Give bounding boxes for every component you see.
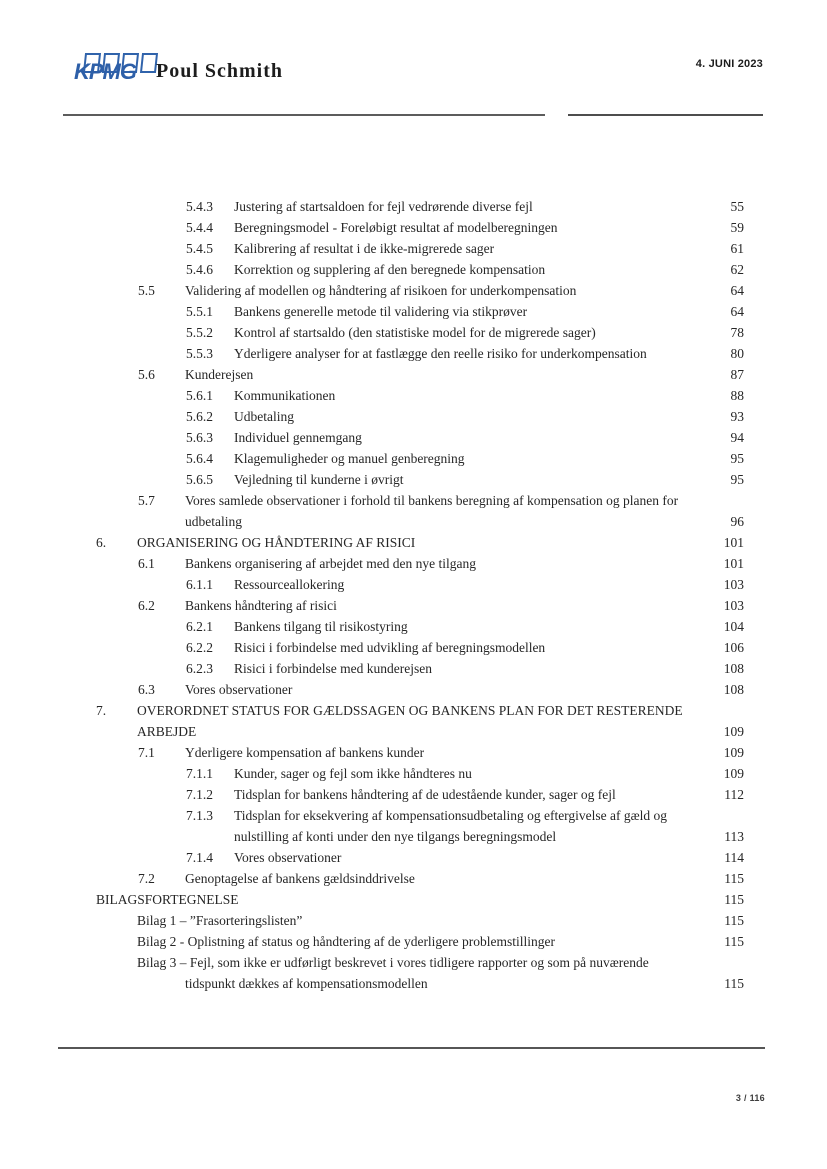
toc-entry-page-number: 93 xyxy=(730,409,744,424)
toc-entry-page-number: 59 xyxy=(730,220,744,235)
toc-entry-number: 5.7 xyxy=(138,493,155,508)
header-date: 4. JUNI 2023 xyxy=(695,58,763,70)
toc-entry-number: 6.2 xyxy=(138,598,155,613)
toc-row xyxy=(96,595,744,616)
toc-entry-title: Ressourceallokering xyxy=(234,577,345,592)
toc-row xyxy=(96,658,744,679)
toc-entry-title: Beregningsmodel - Foreløbigt resultat af modelberegningen xyxy=(234,220,558,235)
toc-entry-number: 7. xyxy=(96,703,107,718)
toc-entry-page-number: 61 xyxy=(730,241,744,256)
toc-row xyxy=(96,301,744,322)
toc-entry-title: Tidsplan for eksekvering af kompensationsudbetaling og eftergivelse af gæld og xyxy=(234,808,668,823)
toc-entry-title: Tidsplan for bankens håndtering af de udestående kunder, sager og fejl xyxy=(234,787,616,802)
toc-entry-title: tidspunkt dækkes af kompensationsmodellen xyxy=(185,976,428,991)
toc-row xyxy=(96,448,744,469)
header-rule-left xyxy=(63,114,545,116)
toc-entry-number: 6.1.1 xyxy=(186,577,213,592)
toc-entry-page-number: 113 xyxy=(724,829,744,844)
toc-row xyxy=(96,952,744,973)
toc-entry-number: 5.5.3 xyxy=(186,346,213,361)
toc-entry-page-number: 109 xyxy=(723,724,744,739)
toc-entry-title: Vores samlede observationer i forhold til bankens beregning af kompensation og planen for xyxy=(185,493,679,508)
toc-entry-title: BILAGSFORTEGNELSE xyxy=(96,892,239,907)
toc-entry-page-number: 96 xyxy=(730,514,744,529)
toc-row xyxy=(96,910,744,931)
header-rule-right xyxy=(568,114,763,116)
toc-entry-number: 6.2.2 xyxy=(186,640,213,655)
toc-entry-page-number: 101 xyxy=(723,556,744,571)
toc-row xyxy=(96,826,744,847)
toc-entry-number: 6.2.1 xyxy=(186,619,213,634)
toc-entry-number: 7.1 xyxy=(138,745,155,760)
toc-row xyxy=(96,427,744,448)
toc-entry-number: 5.6.4 xyxy=(186,451,213,466)
toc-row xyxy=(96,700,744,721)
toc-entry-number: 5.6.3 xyxy=(186,430,213,445)
toc-entry-page-number: 109 xyxy=(723,745,744,760)
toc-entry-number: 7.1.3 xyxy=(186,808,213,823)
toc-entry-page-number: 64 xyxy=(730,283,744,298)
toc-entry-page-number: 101 xyxy=(723,535,744,550)
toc-row xyxy=(96,973,744,994)
toc-entry-number: 7.1.4 xyxy=(186,850,213,865)
toc-entry-number: 5.4.5 xyxy=(186,241,213,256)
toc-entry-title: ORGANISERING OG HÅNDTERING AF RISICI xyxy=(137,535,416,550)
toc-entry-title: Kontrol af startsaldo (den statistiske model for de migrerede sager) xyxy=(234,325,596,340)
toc-entry-number: 5.4.6 xyxy=(186,262,213,277)
toc-entry-number: 5.4.4 xyxy=(186,220,213,235)
toc-entry-title: Kunder, sager og fejl som ikke håndteres nu xyxy=(234,766,472,781)
toc-entry-title: Validering af modellen og håndtering af risikoen for underkompensation xyxy=(185,283,577,298)
toc-row xyxy=(96,868,744,889)
toc-entry-page-number: 62 xyxy=(730,262,744,277)
toc-row xyxy=(96,679,744,700)
toc-entry-title: Yderligere kompensation af bankens kunder xyxy=(185,745,425,760)
toc-entry-page-number: 115 xyxy=(724,934,744,949)
toc-row xyxy=(96,385,744,406)
toc-entry-page-number: 88 xyxy=(730,388,744,403)
toc-entry-title: Korrektion og supplering af den beregnede kompensation xyxy=(234,262,546,277)
toc-entry-title: Bankens håndtering af risici xyxy=(185,598,337,613)
toc-row xyxy=(96,574,744,595)
toc-entry-number: 6.3 xyxy=(138,682,155,697)
toc-row xyxy=(96,721,744,742)
toc-entry-number: 7.2 xyxy=(138,871,155,886)
toc-row xyxy=(96,763,744,784)
toc-entry-number: 5.6.2 xyxy=(186,409,213,424)
toc-list xyxy=(96,196,744,994)
toc-entry-title: Vores observationer xyxy=(234,850,342,865)
toc-entry-title: ARBEJDE xyxy=(137,724,197,739)
toc-row xyxy=(96,280,744,301)
toc-entry-title: Udbetaling xyxy=(234,409,294,424)
toc-entry-page-number: 94 xyxy=(730,430,744,445)
toc-entry-number: 5.5 xyxy=(138,283,155,298)
kpmg-logo xyxy=(74,52,158,96)
toc-entry-page-number: 115 xyxy=(724,892,744,907)
toc-entry-title: Bankens tilgang til risikostyring xyxy=(234,619,408,634)
toc-entry-number: 7.1.1 xyxy=(186,766,213,781)
toc-entry-number: 7.1.2 xyxy=(186,787,213,802)
toc-entry-number: 5.5.1 xyxy=(186,304,213,319)
toc-entry-title: Bilag 2 - Oplistning af status og håndtering af de yderligere problemstillinger xyxy=(137,934,556,949)
toc-row xyxy=(96,784,744,805)
toc-entry-page-number: 115 xyxy=(724,871,744,886)
toc-entry-page-number: 103 xyxy=(723,577,744,592)
toc-entry-title: OVERORDNET STATUS FOR GÆLDSSAGEN OG BANKENS PLAN FOR DET RESTERENDE xyxy=(137,703,683,718)
toc-entry-title: Vejledning til kunderne i øvrigt xyxy=(234,472,404,487)
toc-entry-number: 5.6.1 xyxy=(186,388,213,403)
toc-entry-title: Klagemuligheder og manuel genberegning xyxy=(234,451,465,466)
toc-entry-page-number: 64 xyxy=(730,304,744,319)
toc-entry-number: 6.1 xyxy=(138,556,155,571)
toc-entry-page-number: 87 xyxy=(730,367,744,382)
toc-entry-page-number: 95 xyxy=(730,451,744,466)
toc-entry-number: 6.2.3 xyxy=(186,661,213,676)
toc-entry-page-number: 114 xyxy=(724,850,744,865)
toc-row xyxy=(96,847,744,868)
toc-entry-title: nulstilling af konti under den nye tilgangs beregningsmodel xyxy=(234,829,557,844)
toc-entry-page-number: 104 xyxy=(723,619,744,634)
toc-entry-title: Kunderejsen xyxy=(185,367,254,382)
brand-name: Poul Schmith xyxy=(156,60,284,82)
toc-entry-page-number: 108 xyxy=(723,682,744,697)
toc-row xyxy=(96,217,744,238)
toc-entry-page-number: 78 xyxy=(730,325,744,340)
toc-entry-title: Risici i forbindelse med kunderejsen xyxy=(234,661,432,676)
toc-entry-title: Bankens generelle metode til validering via stikprøver xyxy=(234,304,528,319)
toc-entry-title: Vores observationer xyxy=(185,682,293,697)
toc-entry-number: 6. xyxy=(96,535,107,550)
toc-entry-page-number: 112 xyxy=(724,787,744,802)
toc-entry-page-number: 103 xyxy=(723,598,744,613)
toc-entry-page-number: 115 xyxy=(724,913,744,928)
toc-entry-title: Bankens organisering af arbejdet med den nye tilgang xyxy=(185,556,477,571)
footer-rule xyxy=(58,1047,765,1049)
toc-row xyxy=(96,889,744,910)
toc-entry-page-number: 55 xyxy=(730,199,744,214)
toc-entry-number: 5.6 xyxy=(138,367,155,382)
toc-row xyxy=(96,238,744,259)
toc-entry-title: udbetaling xyxy=(185,514,242,529)
toc-entry-title: Risici i forbindelse med udvikling af beregningsmodellen xyxy=(234,640,546,655)
toc-entry-page-number: 95 xyxy=(730,472,744,487)
toc-row xyxy=(96,469,744,490)
toc-row xyxy=(96,364,744,385)
toc-entry-title: Kalibrering af resultat i de ikke-migrerede sager xyxy=(234,241,495,256)
toc-entry-title: Individuel gennemgang xyxy=(234,430,362,445)
toc-entry-page-number: 80 xyxy=(730,346,744,361)
toc-row xyxy=(96,511,744,532)
toc-row xyxy=(96,259,744,280)
toc-row xyxy=(96,322,744,343)
kpmg-logo-text: KPMG xyxy=(74,59,136,84)
toc-row xyxy=(96,343,744,364)
toc-entry-number: 5.4.3 xyxy=(186,199,213,214)
toc-row xyxy=(96,532,744,553)
toc-entry-page-number: 108 xyxy=(723,661,744,676)
toc-entry-number: 5.6.5 xyxy=(186,472,213,487)
toc-entry-title: Bilag 3 – Fejl, som ikke er udførligt beskrevet i vores tidligere rapporter og som på nuværende xyxy=(137,955,649,970)
toc-row xyxy=(96,637,744,658)
toc-entry-number: 5.5.2 xyxy=(186,325,213,340)
toc-entry-title: Yderligere analyser for at fastlægge den reelle risiko for underkompensation xyxy=(234,346,647,361)
toc-entry-page-number: 115 xyxy=(724,976,744,991)
page-indicator: 3 / 116 xyxy=(735,1093,765,1103)
toc-entry-page-number: 109 xyxy=(723,766,744,781)
toc-entry-page-number: 106 xyxy=(723,640,744,655)
toc-entry-title: Genoptagelse af bankens gældsinddrivelse xyxy=(185,871,415,886)
toc-row xyxy=(96,931,744,952)
toc-row xyxy=(96,196,744,217)
toc-row xyxy=(96,406,744,427)
toc-entry-title: Kommunikationen xyxy=(234,388,336,403)
toc-row xyxy=(96,490,744,511)
toc-row xyxy=(96,742,744,763)
toc-row xyxy=(96,553,744,574)
toc-row xyxy=(96,805,744,826)
toc-row xyxy=(96,616,744,637)
toc-entry-title: Justering af startsaldoen for fejl vedrørende diverse fejl xyxy=(234,199,533,214)
toc-entry-title: Bilag 1 – ”Frasorteringslisten” xyxy=(137,913,303,928)
